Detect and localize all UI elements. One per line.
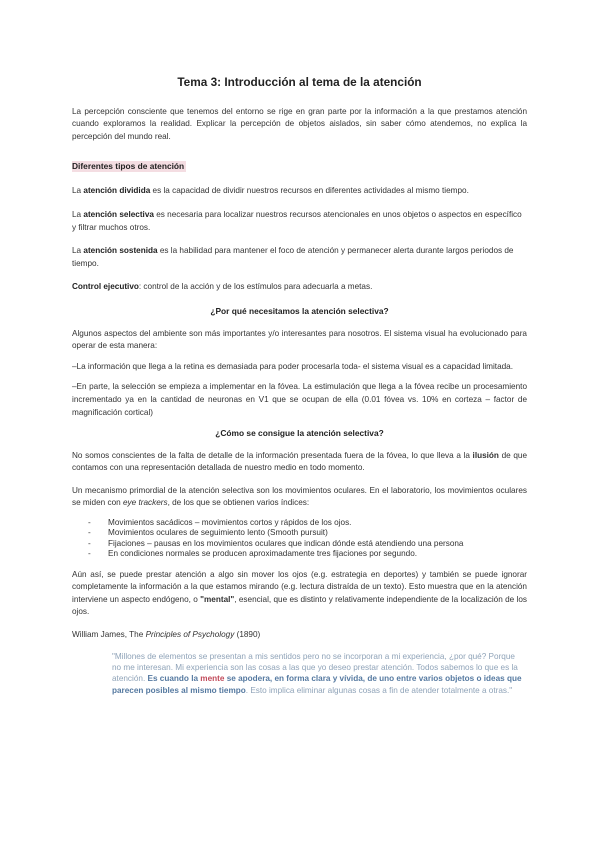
list-item: - Movimientos oculares de seguimiento lento (Smooth pursuit) <box>88 528 328 538</box>
definition-sustained: La atención sostenida es la habilidad para mantener el foco de atención y permanecer alerta durante largos periodos de tiempo. <box>72 246 514 268</box>
james-quote: "Millones de elementos se presentan a mis sentidos pero no se incorporan a mi experiencia, ¿por qué? Porque no me interesan. Mi experiencia son las cosas a las que yo deseo prestar atención. Todos sabemos lo que es la atención. Es cuando la mente se apodera, en forma clara y vívida, de uno entre varios objetos o ideas que parecen posibles al mismo tiempo. Esto implica eliminar algunas cosas a fin de atender totalmente a otras." <box>112 651 522 695</box>
why-paragraph-1: Algunos aspectos del ambiente son más importantes y/o interesantes para nosotros. El sistema visual ha evolucionado para operar de esta manera: <box>72 328 527 351</box>
why-paragraph-3: –En parte, la selección se empieza a implementar en la fóvea. La estimulación que llega a la fóvea recibe un procesamiento incrementado ya en la cantidad de neuronas en V1 que se ocupan de ella (0.01 fóvea vs. 10% en corteza – factor de magnificación cortical) <box>72 382 527 417</box>
list-item: - Movimientos sacádicos – movimientos cortos y rápidos de los ojos. <box>88 518 352 528</box>
how-paragraph-3: Aún así, se puede prestar atención a algo sin mover los ojos (e.g. estrategia en deportes) y también se puede ignorar completamente la información a la que estamos mirando (e.g. lectura distraída de un texto). Esto muestra que en la atención interviene un aspecto endógeno, o "mental", esencial, que es distinto y relativamente independiente de la localización de los ojos. <box>72 569 527 617</box>
document-body <box>72 76 527 696</box>
heading-how-selective: ¿Cómo se consigue la atención selectiva? <box>215 428 384 439</box>
how-paragraph-1: No somos conscientes de la falta de detalle de la información presentada fuera de la fóvea, lo que lleva a la ilusión de que contamos con una representación detallada de nuestro medio en todo momento. <box>72 450 527 473</box>
heading-why-selective: ¿Por qué necesitamos la atención selectiva? <box>210 305 389 316</box>
citation: William James, The Principles of Psychology (1890) <box>72 630 261 640</box>
section-heading-types: Diferentes tipos de atención <box>72 161 185 172</box>
intro-paragraph: La percepción consciente que tenemos del entorno se rige en gran parte por la información a la que prestamos atención cuando exploramos la realidad. Explicar la percepción de objetos aislados, sin saber cómo atendemos, no explica la percepción del mundo real. <box>72 106 527 141</box>
why-paragraph-2: –La información que llega a la retina es demasiada para poder procesarla toda- el sistema visual es a capacidad limitada. <box>72 361 514 371</box>
list-item: - En condiciones normales se producen aproximadamente tres fijaciones por segundo. <box>88 549 418 559</box>
page-title: Tema 3: Introducción al tema de la atención <box>177 75 422 89</box>
definition-selective: La atención selectiva es necesaria para localizar nuestros recursos atencionales en unos objetos o aspectos en específico y filtrar muchos otros. <box>72 209 522 232</box>
eye-movement-list <box>72 518 527 560</box>
definition-executive: Control ejecutivo: control de la acción y de los estímulos para adecuarla a metas. <box>72 282 373 292</box>
list-item: - Fijaciones – pausas en los movimientos oculares que indican dónde está atendiendo una persona <box>88 538 464 548</box>
definition-divided: La atención dividida es la capacidad de dividir nuestros recursos en diferentes actividades al mismo tiempo. <box>72 186 469 196</box>
how-paragraph-2: Un mecanismo primordial de la atención selectiva son los movimientos oculares. En el laboratorio, los movimientos oculares se miden con eye trackers, de los que se obtienen varios índices: <box>72 485 527 508</box>
